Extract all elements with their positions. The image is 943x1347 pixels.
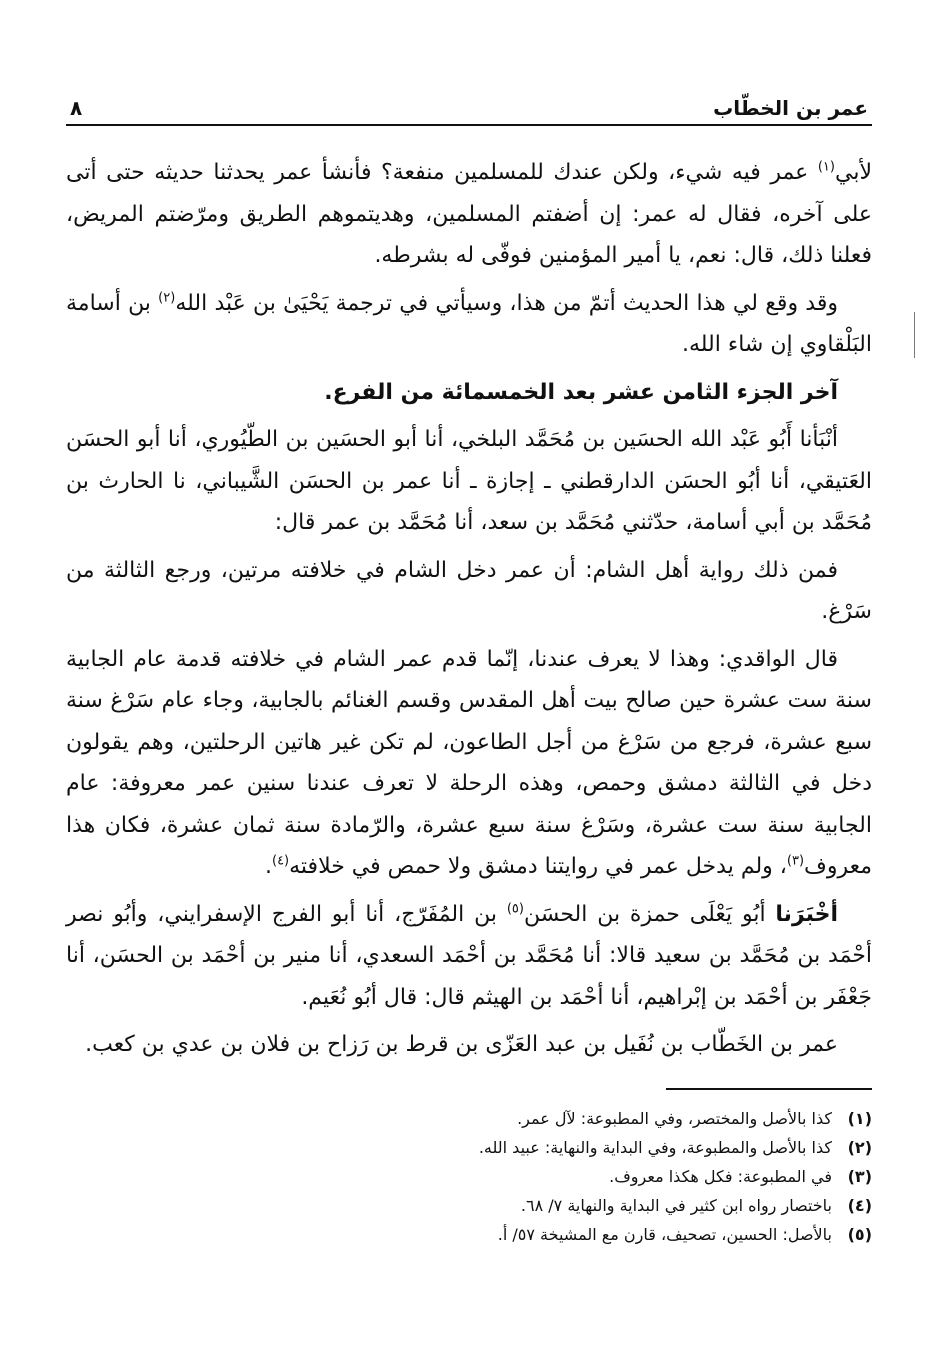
- running-title: عمر بن الخطّاب: [713, 96, 868, 120]
- footnote-item: [66, 1133, 872, 1162]
- footnote-divider: [666, 1088, 872, 1090]
- footnote-number: (٥): [847, 1224, 872, 1244]
- footnote-text: بالأصل: الحسين، تصحيف، قارن مع المشيخة ٥٧/ أ.: [497, 1224, 832, 1244]
- text-run: قال الواقدي: وهذا لا يعرف عندنا، إنّما قدم عمر الشام في خلافته قدمة عام الجابية سنة ست عشرة حين صالح بيت أهل المقدس وقسم الغنائم بالجابية، وجاء عام سَرْغ سنة سبع عشرة، فرجع من سَرْغ من أجل الطاعون، لم تكن غير هاتين الرحلتين، وهم يقولون دخل في الثالثة دمشق وحمص، وهذه الرحلة لا تعرف عندنا سنين عمر معروفة: عام الجابية سنة ست عشرة، وسَرْغ سنة سبع عشرة، والرّمادة سنة ثمان عشرة، فكان هذا معروف: [66, 646, 872, 879]
- paragraph: [66, 639, 872, 888]
- paragraph: [66, 894, 872, 1019]
- footnote-number: (٣): [847, 1166, 872, 1186]
- footnote-ref: (٥): [506, 901, 524, 917]
- footnote-item: [66, 1162, 872, 1191]
- paragraph: [66, 372, 872, 414]
- text-run: أنْبَأنا أَبُو عَبْد الله الحسَين بن مُحَمَّد البلخي، أنا أبو الحسَين بن الطّيُوري، أنا أبو الحسَن العَتيقي، أنا أبُو الحسَن الدارقطني ـ إجازة ـ أنا عمر بن الحسَن الشَّيباني، نا الحارث بن مُحَمَّد بن أبي أسامة، حدّثني مُحَمَّد بن سعد، أنا مُحَمَّد بن عمر قال:: [66, 427, 872, 535]
- main-text: [66, 152, 872, 1066]
- footnotes: [66, 1104, 872, 1249]
- page: [66, 84, 872, 1249]
- footnote-text: في المطبوعة: فكل هكذا معروف.: [609, 1166, 832, 1186]
- page-header: [66, 84, 872, 126]
- text-run: وقد وقع لي هذا الحديث أتمّ من هذا، وسيأتي في ترجمة يَحْيَىٰ بن عَبْد الله: [175, 290, 838, 316]
- text-run: عمر بن الخَطّاب بن نُفَيل بن عبد العَزّى بن قرط بن رَزاح بن فلان بن عدي بن كعب.: [85, 1032, 838, 1057]
- text-run: أخْبَرَنا: [775, 901, 839, 927]
- paragraph: [66, 1024, 872, 1066]
- text-run: أبُو يَعْلَى حمزة بن الحسَن: [523, 901, 776, 927]
- page-number: ٨: [70, 96, 83, 120]
- margin-mark: [914, 312, 915, 358]
- paragraph: [66, 419, 872, 544]
- text-run: لأبي: [834, 160, 872, 185]
- footnote-item: [66, 1191, 872, 1220]
- footnote-text: كذا بالأصل والمطبوعة، وفي البداية والنهاية: عبيد الله.: [478, 1137, 832, 1157]
- text-run: آخر الجزء الثامن عشر بعد الخمسمائة من الفرع.: [324, 379, 838, 405]
- paragraph: [66, 550, 872, 633]
- footnote-ref: (٣): [786, 853, 805, 869]
- footnote-item: [66, 1104, 872, 1133]
- text-run: عمر فيه شيء، ولكن عندك للمسلمين منفعة؟ فأنشأ عمر يحدثنا حديثه حتى أتى على آخره، فقال له عمر: إن أضفتم المسلمين، وهديتموهم الطريق ومرّضتم المريض، فعلنا ذلك، قال: نعم، يا أمير المؤمنين فوفّى له بشرطه.: [66, 160, 872, 268]
- footnote-ref: (١): [817, 159, 835, 175]
- footnote-ref: (٢): [158, 290, 176, 306]
- text-run: بن أسامة البَلْقاوي إن شاء الله.: [66, 290, 872, 357]
- text-run: ، ولم يدخل عمر في روايتنا دمشق ولا حمص في خلافته: [289, 854, 787, 879]
- text-run: فمن ذلك رواية أهل الشام: أن عمر دخل الشام في خلافته مرتين، ورجع الثالثة من سَرْغ.: [66, 557, 872, 624]
- footnote-number: (١): [847, 1108, 872, 1128]
- paragraph: [66, 283, 872, 366]
- footnote-number: (٢): [847, 1137, 872, 1157]
- footnote-ref: (٤): [271, 853, 290, 869]
- footnote-text: كذا بالأصل والمختصر، وفي المطبوعة: لآل عمر.: [517, 1108, 832, 1128]
- footnote-item: [66, 1220, 872, 1249]
- paragraph: [66, 152, 872, 277]
- text-run: بن المُفَرّج، أنا أبو الفرج الإسفرايني، وأبُو نصر أحْمَد بن مُحَمَّد بن سعيد قالا: أنا مُحَمَّد بن أحْمَد السعدي، أنا منير بن أحْمَد بن الحسَن، أنا جَعْفَر بن أحْمَد بن إبْراهيم، أنا أحْمَد بن الهيثم قال: قال أبُو نُعَيم.: [66, 901, 872, 1010]
- footnote-text: باختصار رواه ابن كثير في البداية والنهاية ٧/ ٦٨.: [520, 1195, 832, 1215]
- text-run: .: [264, 854, 272, 879]
- footnote-number: (٤): [847, 1195, 872, 1215]
